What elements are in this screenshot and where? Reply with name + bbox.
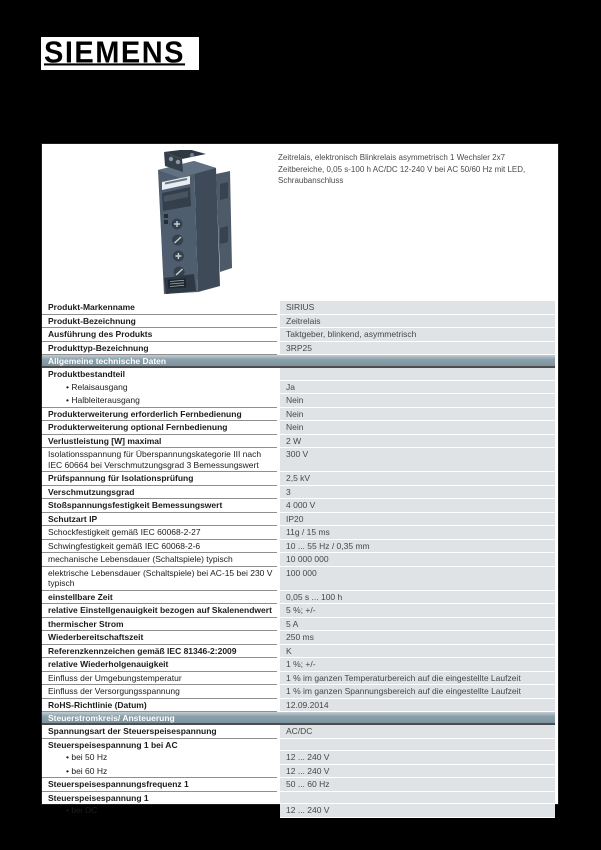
- spec-label-cell: [42, 301, 277, 315]
- spec-value-cell: 2,5 kV: [280, 472, 555, 486]
- spec-value-cell: 4 000 V: [280, 499, 555, 513]
- spec-value-cell: 10 ... 55 Hz / 0,35 mm: [280, 540, 555, 554]
- spec-value-cell: 12 ... 240 V: [280, 804, 555, 818]
- spec-row: [42, 540, 558, 554]
- led-indicator2: [164, 220, 168, 224]
- spec-value-cell: K: [280, 645, 555, 659]
- spec-value-cell: 1 % im ganzen Temperaturbereich auf die eingestellte Laufzeit: [280, 672, 555, 686]
- spec-label: elektrische Lebensdauer (Schaltspiele) bei AC-15 bei 230 V typisch: [48, 567, 273, 588]
- relay-rail-notch: [220, 182, 228, 200]
- spec-label-cell: [42, 486, 277, 500]
- spec-label: Schwingfestigkeit gemäß IEC 60068-2-6: [48, 540, 201, 551]
- spec-label: Isolationsspannung für Überspannungskategorie III nach IEC 60664 bei Verschmutzungsgrad 3 Bemessungswert: [48, 449, 262, 470]
- spec-value-cell: SIRIUS: [280, 301, 555, 315]
- spec-label-cell: [42, 342, 277, 356]
- spec-label-cell: [42, 804, 277, 818]
- spec-label-cell: [42, 739, 277, 752]
- spec-value-cell: Nein: [280, 408, 555, 422]
- spec-label-cell: [42, 699, 277, 713]
- spec-label-cell: [42, 765, 277, 779]
- spec-label-cell: [42, 604, 277, 618]
- spec-label: • bei DC: [66, 805, 97, 815]
- spec-label: Verschmutzungsgrad: [48, 486, 135, 497]
- spec-label: relative Einstellgenauigkeit bezogen auf Skalenendwert: [48, 605, 272, 615]
- spec-value-cell: Nein: [280, 394, 555, 408]
- spec-value-cell: [280, 739, 555, 752]
- spec-row: [42, 672, 558, 686]
- spec-label: einstellbare Zeit: [48, 591, 113, 602]
- spec-label: • bei 50 Hz: [66, 752, 107, 762]
- spec-label: Einfluss der Versorgungsspannung: [48, 686, 180, 696]
- spec-row: [42, 342, 558, 356]
- spec-label-cell: [42, 513, 277, 527]
- spec-label-cell: [42, 725, 277, 739]
- spec-value-cell: AC/DC: [280, 725, 555, 739]
- spec-label: Steuerspeisespannungsfrequenz 1: [48, 779, 189, 789]
- spec-label-cell: [42, 448, 277, 472]
- spec-label-cell: [42, 618, 277, 632]
- spec-label-cell: [42, 394, 277, 408]
- section-header: Steuerstromkreis/ Ansteuerung: [42, 712, 555, 725]
- spec-label: • Relaisausgang: [66, 382, 128, 392]
- product-description: [278, 152, 552, 187]
- spec-row: [42, 725, 558, 739]
- spec-row: [42, 751, 558, 765]
- spec-value-cell: 12 ... 240 V: [280, 765, 555, 779]
- spec-value-cell: IP20: [280, 513, 555, 527]
- spec-label-cell: [42, 792, 277, 805]
- spec-label: Produkterweiterung erforderlich Fernbedienung: [48, 408, 242, 419]
- spec-label-cell: [42, 381, 277, 395]
- spec-value-cell: 250 ms: [280, 631, 555, 645]
- spec-row: [42, 658, 558, 672]
- spec-label-cell: [42, 472, 277, 486]
- spec-label: Produkt-Bezeichnung: [48, 315, 136, 326]
- spec-label: Produkt-Markenname: [48, 302, 135, 312]
- spec-value-cell: Nein: [280, 421, 555, 435]
- spec-label-cell: [42, 408, 277, 422]
- spec-label: Verlustleistung [W] maximal: [48, 435, 162, 446]
- spec-value-cell: 5 A: [280, 618, 555, 632]
- spec-value-cell: 100 000: [280, 567, 555, 591]
- spec-value-cell: 1 % im ganzen Spannungsbereich auf die eingestellte Laufzeit: [280, 685, 555, 699]
- description-line: Zeitrelais, elektronisch Blinkrelais asymmetrisch 1 Wechsler 2x7: [278, 153, 506, 162]
- spec-label-cell: [42, 421, 277, 435]
- product-photo: [154, 150, 250, 295]
- spec-row: [42, 778, 558, 792]
- section-header: Allgemeine technische Daten: [42, 355, 555, 368]
- spec-label-cell: [42, 499, 277, 513]
- description-line: Zeitbereiche, 0,05 s-100 h AC/DC 12-240 V bei AC 50/60 Hz mit LED,: [278, 164, 526, 174]
- spec-label-cell: [42, 315, 277, 329]
- spec-label-cell: [42, 526, 277, 540]
- spec-label-cell: [42, 567, 277, 591]
- spec-row: [42, 631, 558, 645]
- spec-value-cell: 3RP25: [280, 342, 555, 356]
- spec-label: Schockfestigkeit gemäß IEC 60068-2-27: [48, 527, 201, 537]
- spec-label-cell: [42, 540, 277, 554]
- spec-row: [42, 315, 558, 329]
- spec-row: [42, 472, 558, 486]
- spec-label: • bei 60 Hz: [66, 766, 107, 776]
- siemens-logo-text: SIEMENS: [44, 36, 186, 70]
- spec-value-cell: [280, 368, 555, 381]
- spec-value-cell: 2 W: [280, 435, 555, 449]
- spec-label: Produktbestandteil: [48, 369, 125, 379]
- spec-table: [42, 301, 558, 818]
- spec-row: [42, 526, 558, 540]
- spec-label-cell: [42, 591, 277, 605]
- spec-row: [42, 381, 558, 395]
- spec-value-cell: 12 ... 240 V: [280, 751, 555, 765]
- spec-row: [42, 591, 558, 605]
- spec-label: Schutzart IP: [48, 513, 98, 524]
- datasheet-header: [42, 144, 558, 301]
- spec-value-cell: 11g / 15 ms: [280, 526, 555, 540]
- spec-label-cell: [42, 645, 277, 659]
- spec-label-cell: [42, 658, 277, 672]
- spec-label: Steuerspeisespannung 1: [48, 792, 149, 803]
- spec-label: Steuerspeisespannung 1 bei AC: [48, 739, 178, 750]
- spec-label: Einfluss der Umgebungstemperatur: [48, 672, 182, 683]
- siemens-logo: [41, 37, 199, 70]
- terminal-screw: [169, 157, 173, 161]
- led-indicator: [164, 214, 168, 218]
- relay-side-face: [194, 161, 220, 292]
- spec-value-cell: 1 %; +/-: [280, 658, 555, 672]
- spec-row: [42, 685, 558, 699]
- spec-row: [42, 486, 558, 500]
- spec-value-cell: 50 ... 60 Hz: [280, 778, 555, 792]
- spec-value-cell: 3: [280, 486, 555, 500]
- terminal-screw: [190, 153, 194, 157]
- spec-row: [42, 513, 558, 527]
- spec-value-cell: 300 V: [280, 448, 555, 472]
- spec-row: [42, 604, 558, 618]
- spec-value-cell: 12.09.2014: [280, 699, 555, 713]
- spec-label: relative Wiederholgenauigkeit: [48, 659, 169, 669]
- spec-label: • Halbleiterausgang: [66, 395, 140, 405]
- spec-row: [42, 699, 558, 713]
- spec-label: Wiederbereitschaftszeit: [48, 632, 144, 642]
- spec-label-cell: [42, 368, 277, 381]
- spec-row: [42, 301, 558, 315]
- spec-row: [42, 618, 558, 632]
- spec-value-cell: Taktgeber, blinkend, asymmetrisch: [280, 328, 555, 342]
- spec-row: [42, 645, 558, 659]
- spec-value-cell: Zeitrelais: [280, 315, 555, 329]
- spec-value-cell: Ja: [280, 381, 555, 395]
- spec-label: RoHS-Richtlinie (Datum): [48, 699, 147, 710]
- terminal-screw: [176, 160, 180, 164]
- spec-row: [42, 368, 558, 381]
- spec-label: Spannungsart der Steuerspeisespannung: [48, 726, 217, 736]
- spec-value-cell: 10 000 000: [280, 553, 555, 567]
- description-line: Schraubanschluss: [278, 176, 344, 185]
- spec-label: Produkttyp-Bezeichnung: [48, 342, 149, 353]
- spec-row: [42, 408, 558, 422]
- spec-label: Prüfspannung für Isolationsprüfung: [48, 473, 194, 483]
- spec-label: thermischer Strom: [48, 618, 124, 629]
- spec-row: [42, 553, 558, 567]
- spec-value-cell: 0,05 s ... 100 h: [280, 591, 555, 605]
- spec-label: mechanische Lebensdauer (Schaltspiele) typisch: [48, 554, 233, 564]
- datasheet-page: [41, 143, 559, 815]
- spec-label: Stoßspannungsfestigkeit Bemessungswert: [48, 500, 223, 510]
- spec-row: [42, 499, 558, 513]
- spec-row: [42, 567, 558, 591]
- spec-label-cell: [42, 328, 277, 342]
- spec-label-cell: [42, 631, 277, 645]
- spec-row: [42, 435, 558, 449]
- spec-value-cell: 5 %; +/-: [280, 604, 555, 618]
- spec-label: Referenzkennzeichen gemäß IEC 81346-2:2009: [48, 645, 237, 656]
- spec-label: Produkterweiterung optional Fernbedienung: [48, 422, 228, 432]
- spec-value-cell: [280, 792, 555, 805]
- spec-label-cell: [42, 685, 277, 699]
- relay-rail-notch2: [220, 226, 228, 244]
- spec-label-cell: [42, 553, 277, 567]
- spec-label-cell: [42, 778, 277, 792]
- spec-label-cell: [42, 751, 277, 765]
- spec-row: [42, 739, 558, 752]
- spec-label-cell: [42, 435, 277, 449]
- spec-row: [42, 792, 558, 805]
- spec-row: [42, 328, 558, 342]
- spec-row: [42, 765, 558, 779]
- spec-label-cell: [42, 672, 277, 686]
- spec-row: [42, 421, 558, 435]
- spec-row: [42, 804, 558, 818]
- spec-label: Ausführung des Produkts: [48, 329, 153, 339]
- spec-row: [42, 448, 558, 472]
- spec-row: [42, 394, 558, 408]
